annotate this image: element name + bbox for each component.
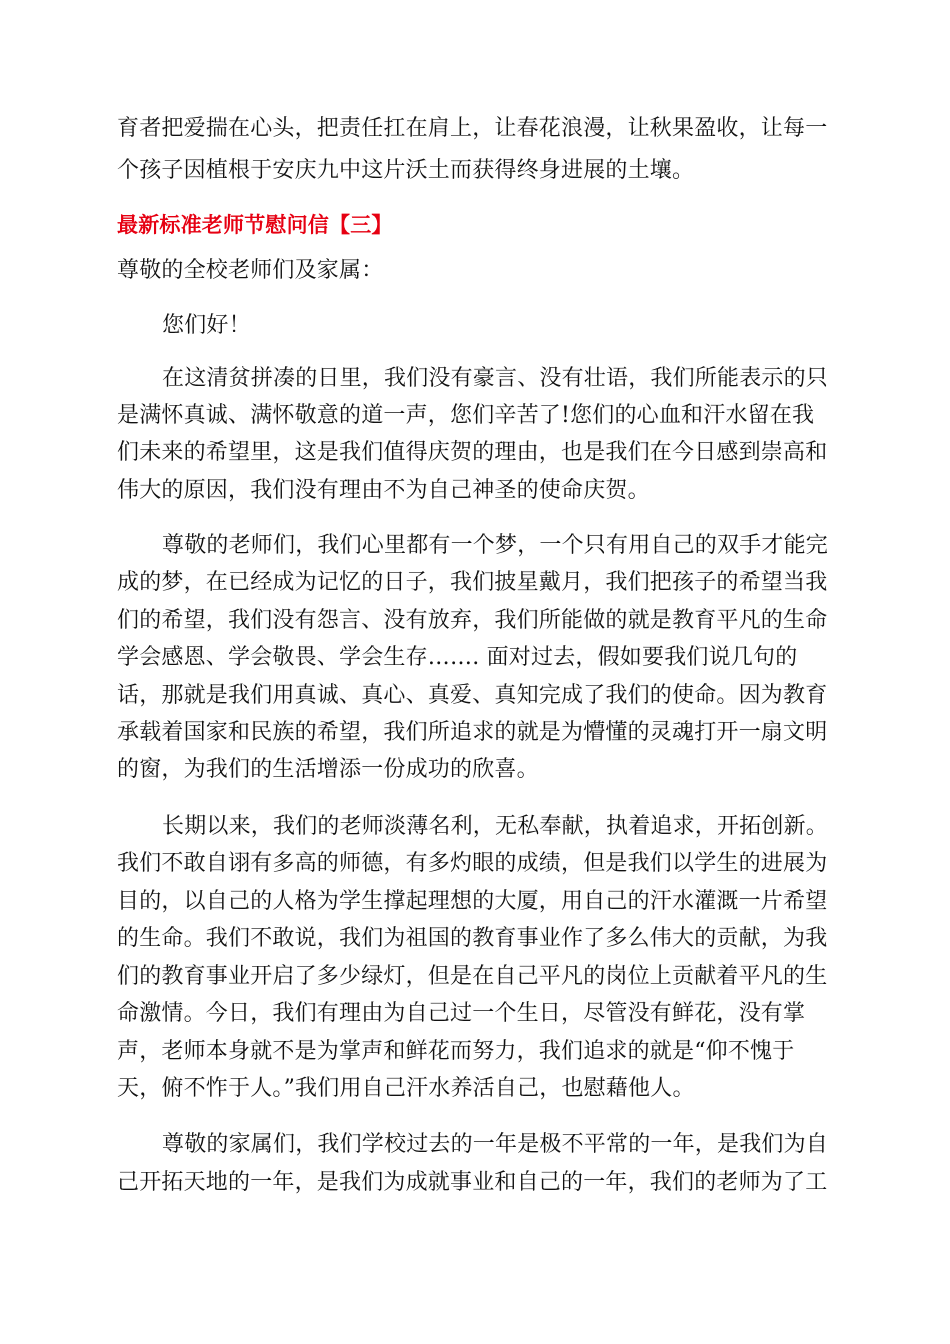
section-heading: 最新标准老师节慰问信【三】 [117, 213, 393, 237]
paragraph-line: 伟大的原因，我们没有理由不为自己神圣的使命庆贺。 [117, 478, 650, 503]
paragraph-line: 成的梦，在已经成为记忆的日子，我们披星戴月，我们把孩子的希望当我 [117, 570, 828, 595]
paragraph-line: 尊敬的家属们，我们学校过去的一年是极不平常的一年，是我们为自 [162, 1132, 829, 1157]
paragraph-line: 们的希望，我们没有怨言、没有放弃，我们所能做的就是教育平凡的生命 [117, 608, 828, 633]
paragraph-line: 学会感恩、学会敬畏、学会生存……. 面对过去，假如要我们说几句的 [117, 645, 798, 670]
paragraph-line: 是满怀真诚、满怀敬意的道一声，您们辛苦了!您们的心血和汗水留在我 [117, 403, 815, 428]
paragraph-line: 目的，以自己的人格为学生撑起理想的大厦，用自己的汗水灌溉一片希望 [117, 889, 828, 914]
paragraph-line: 命激情。今日，我们有理由为自己过一个生日，尽管没有鲜花，没有掌 [117, 1001, 806, 1026]
paragraph-line: 尊敬的老师们，我们心里都有一个梦，一个只有用自己的双手才能完 [162, 533, 829, 558]
paragraph-line: 己开拓天地的一年，是我们为成就事业和自己的一年，我们的老师为了工 [117, 1170, 828, 1195]
paragraph-line: 天，俯不怍于人。”我们用自己汗水养活自己，也慰藉他人。 [117, 1076, 695, 1101]
paragraph-line: 话，那就是我们用真诚、真心、真爱、真知完成了我们的使命。因为教育 [117, 683, 828, 708]
paragraph-line: 长期以来，我们的老师淡薄名利，无私奉献，执着追求，开拓创新。 [162, 814, 829, 839]
paragraph-line: 承载着国家和民族的希望，我们所追求的就是为懵懂的灵魂打开一扇文明 [117, 720, 828, 745]
paragraph-line: 们的教育事业开启了多少绿灯，但是在自己平凡的岗位上贡献着平凡的生 [117, 964, 828, 989]
paragraph-line: 的窗，为我们的生活增添一份成功的欣喜。 [117, 757, 539, 782]
paragraph-line: 声，老师本身就不是为掌声和鲜花而努力，我们追求的就是“仰不愧于 [117, 1039, 795, 1064]
paragraph-line: 的生命。我们不敢说，我们为祖国的教育事业作了多么伟大的贡献，为我 [117, 926, 828, 951]
paragraph-line: 们未来的希望里，这是我们值得庆贺的理由，也是我们在今日感到崇高和 [117, 440, 828, 465]
paragraph-line: 在这清贫拼凑的日里，我们没有豪言、没有壮语，我们所能表示的只 [162, 366, 829, 391]
intro-line: 育者把爱揣在心头，把责任扛在肩上，让春花浪漫，让秋果盈收，让每一 [117, 116, 828, 141]
greeting: 您们好！ [162, 313, 251, 338]
intro-line: 个孩子因植根于安庆九中这片沃土而获得终身进展的土壤。 [117, 158, 695, 183]
paragraph-line: 我们不敢自诩有多高的师德，有多灼眼的成绩，但是我们以学生的进展为 [117, 851, 828, 876]
salutation: 尊敬的全校老师们及家属： [117, 258, 384, 283]
